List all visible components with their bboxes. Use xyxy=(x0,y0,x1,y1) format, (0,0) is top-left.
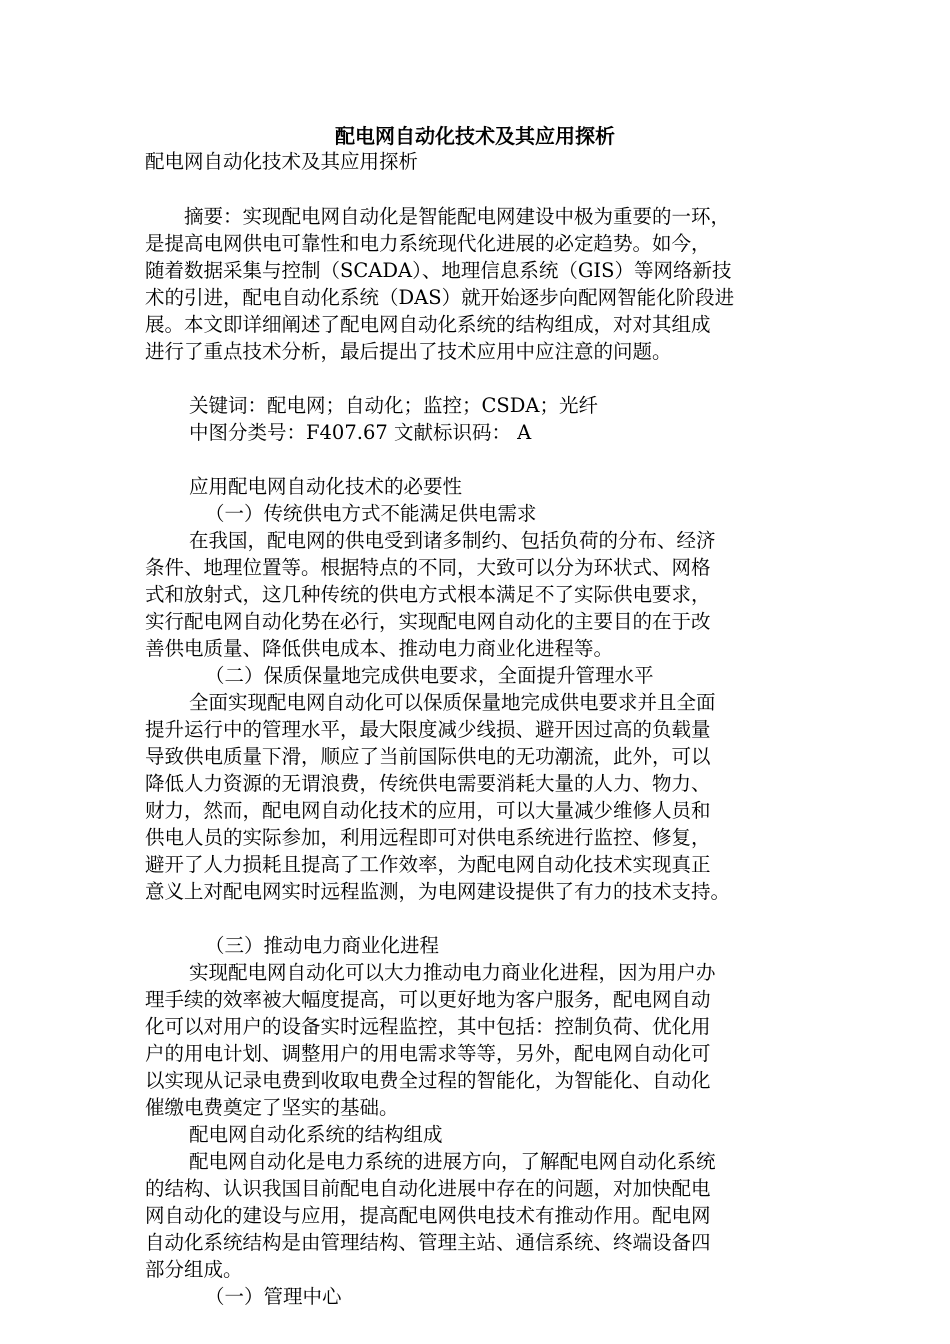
text-line: 术的引进，配电自动化系统（DAS）就开始逐步向配网智能化阶段进 xyxy=(145,286,735,309)
text-line: 摘要：实现配电网自动化是智能配电网建设中极为重要的一环， xyxy=(145,205,731,228)
text-line: 实现配电网自动化可以大力推动电力商业化进程，因为用户办 xyxy=(189,961,716,984)
section-heading: 配电网自动化系统的结构组成 xyxy=(189,1123,443,1146)
document-title: 配电网自动化技术及其应用探析 xyxy=(335,124,615,148)
text-line: 提升运行中的管理水平，最大限度减少线损、避开因过高的负载量 xyxy=(145,718,711,741)
text-line: 随着数据采集与控制（SCADA）、地理信息系统（GIS）等网络新技 xyxy=(145,259,732,282)
text-line: 自动化系统结构是由管理结构、管理主站、通信系统、终端设备四 xyxy=(145,1231,711,1254)
text-line: 在我国，配电网的供电受到诸多制约、包括负荷的分布、经济 xyxy=(189,529,716,552)
text-line: 财力，然而，配电网自动化技术的应用，可以大量减少维修人员和 xyxy=(145,799,711,822)
subsection-heading: （三）推动电力商业化进程 xyxy=(205,934,440,957)
text-line: 实行配电网自动化势在必行，实现配电网自动化的主要目的在于改 xyxy=(145,610,711,633)
text-line: 条件、地理位置等。根据特点的不同，大致可以分为环状式、网格 xyxy=(145,556,711,579)
text-line: 供电人员的实际参加，利用远程即可对供电系统进行监控、修复， xyxy=(145,826,711,849)
classification-line: 中图分类号：F407.67 文献标识码： A xyxy=(189,421,532,444)
text-line: 户的用电计划、调整用户的用电需求等等，另外，配电网自动化可 xyxy=(145,1042,711,1065)
text-line: 配电网自动化是电力系统的进展方向，了解配电网自动化系统 xyxy=(189,1150,716,1173)
text-line: 善供电质量、降低供电成本、推动电力商业化进程等。 xyxy=(145,637,614,660)
text-line: 避开了人力损耗且提高了工作效率，为配电网自动化技术实现真正 xyxy=(145,853,711,876)
section-heading: 应用配电网自动化技术的必要性 xyxy=(189,475,463,498)
text-line: 理手续的效率被大幅度提高，可以更好地为客户服务，配电网自动 xyxy=(145,988,711,1011)
subsection-heading: （二）保质保量地完成供电要求，全面提升管理水平 xyxy=(205,664,654,687)
text-line: 的结构、认识我国目前配电自动化进展中存在的问题，对加快配电 xyxy=(145,1177,711,1200)
text-line: 降低人力资源的无谓浪费，传统供电需要消耗大量的人力、物力、 xyxy=(145,772,711,795)
subtitle-line: 配电网自动化技术及其应用探析 xyxy=(145,150,419,173)
text-line: 展。本文即详细阐述了配电网自动化系统的结构组成，对对其组成 xyxy=(145,313,711,336)
text-line: 全面实现配电网自动化可以保质保量地完成供电要求并且全面 xyxy=(189,691,716,714)
text-line: 进行了重点技术分析，最后提出了技术应用中应注意的问题。 xyxy=(145,340,672,363)
subsection-heading: （一）管理中心 xyxy=(205,1285,342,1308)
text-line: 导致供电质量下滑，顺应了当前国际供电的无功潮流，此外，可以 xyxy=(145,745,711,768)
keywords-line: 关键词：配电网；自动化；监控；CSDA；光纤 xyxy=(189,394,598,417)
text-line: 式和放射式，这几种传统的供电方式根本满足不了实际供电要求， xyxy=(145,583,711,606)
text-line: 网自动化的建设与应用，提高配电网供电技术有推动作用。配电网 xyxy=(145,1204,711,1227)
text-line: 以实现从记录电费到收取电费全过程的智能化，为智能化、自动化 xyxy=(145,1069,711,1092)
text-line: 意义上对配电网实时远程监测，为电网建设提供了有力的技术支持。 xyxy=(145,880,731,903)
text-line: 催缴电费奠定了坚实的基础。 xyxy=(145,1096,399,1119)
subsection-heading: （一）传统供电方式不能满足供电需求 xyxy=(205,502,537,525)
text-line: 是提高电网供电可靠性和电力系统现代化进展的必定趋势。如今， xyxy=(145,232,711,255)
text-line: 部分组成。 xyxy=(145,1258,243,1281)
text-line: 化可以对用户的设备实时远程监控，其中包括：控制负荷、优化用 xyxy=(145,1015,711,1038)
